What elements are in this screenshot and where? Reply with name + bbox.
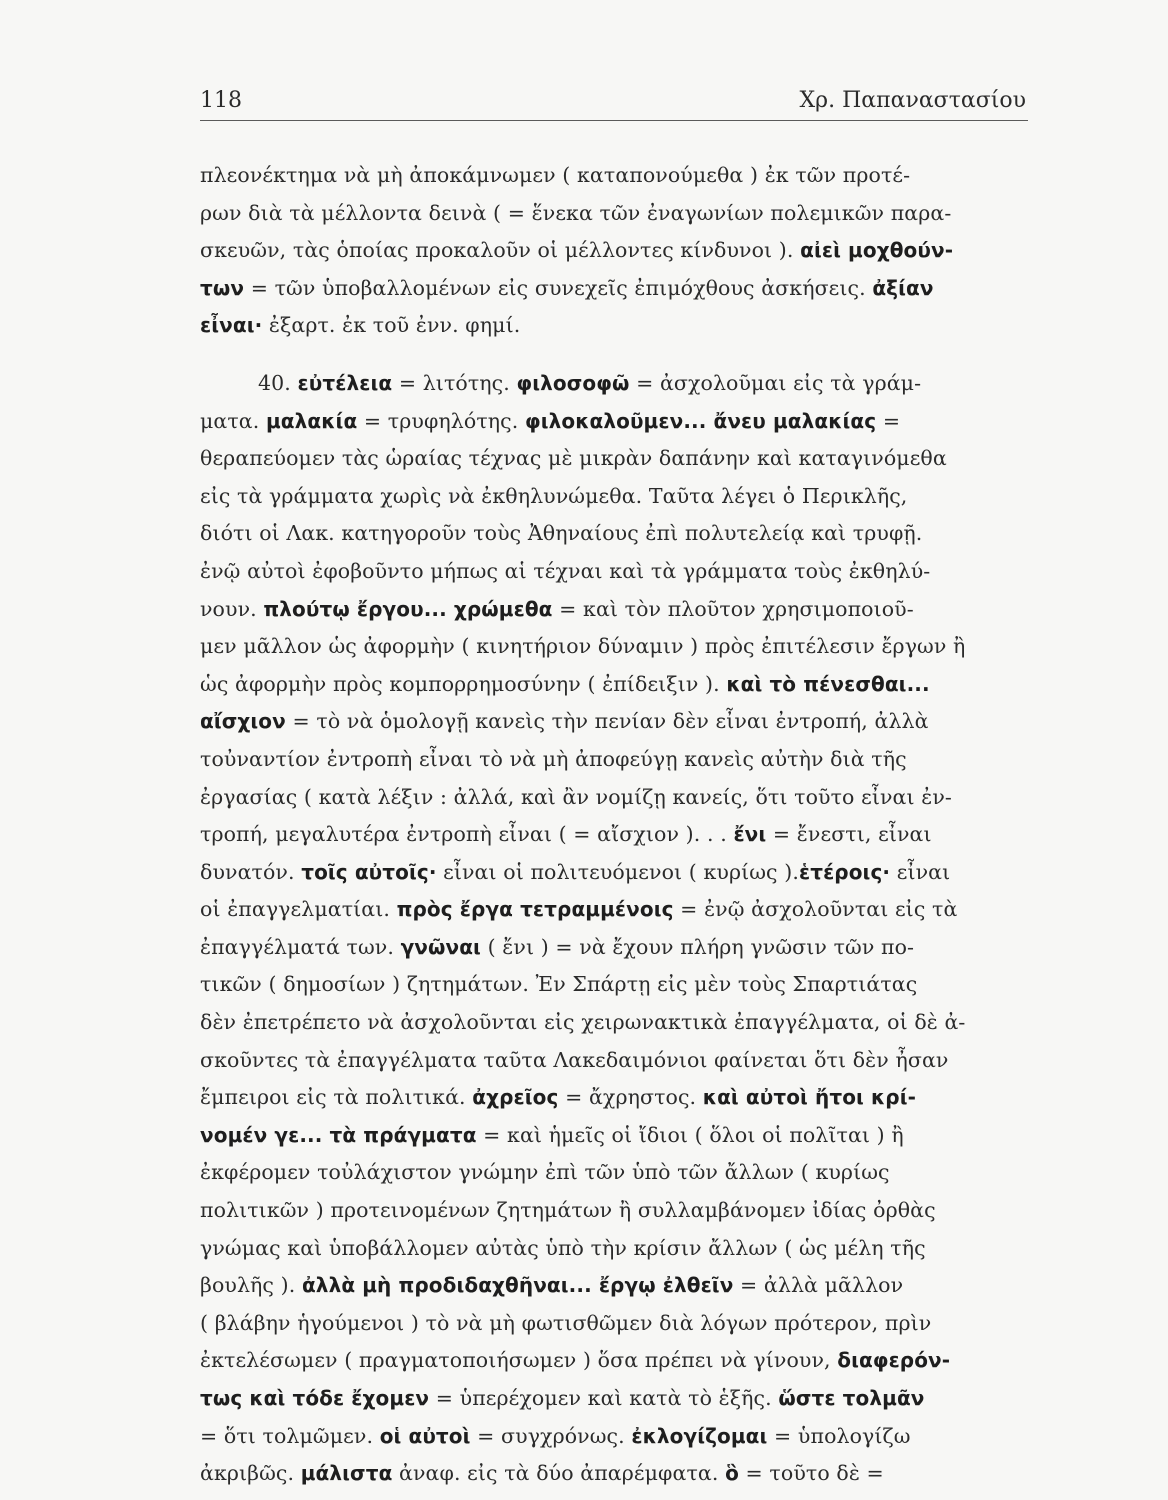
lemma-term: πρὸς ἔργα τετραμμένοις: [396, 897, 674, 922]
gloss-text: τοὐναντίον ἐντροπὴ εἶναι τὸ νὰ μὴ ἀποφεύγῃ κανεὶς αὐτὴν διὰ τῆς: [200, 746, 907, 771]
gloss-text: διότι οἱ Λακ. κατηγοροῦν τοὺς Ἀθηναίους ἐπὶ πολυτελείᾳ καὶ τρυφῇ.: [200, 521, 923, 546]
lemma-term: ὃ: [725, 1461, 739, 1486]
gloss-text: εἶναι: [890, 859, 951, 884]
gloss-text: = συγχρόνως.: [470, 1423, 632, 1448]
lemma-term: μαλακία: [265, 408, 358, 433]
lemma-term: οἱ αὐτοὶ: [379, 1423, 471, 1448]
gloss-text: = καὶ τὸν πλοῦτον χρησιμοποιοῦ-: [552, 596, 914, 621]
text-line: [200, 929, 1032, 967]
text-line: [200, 1418, 1032, 1456]
text-line: [200, 232, 1032, 270]
text-line: [200, 515, 1032, 553]
lemma-term: τως καὶ τόδε ἔχομεν: [200, 1386, 430, 1410]
lemma-term: καὶ τὸ πένεσθαι...: [726, 671, 930, 696]
gloss-text: γνώμας καὶ ὑποβάλλομεν αὐτὰς ὑπὸ τὴν κρίσιν ἄλλων ( ὡς μέλη τῆς: [200, 1235, 926, 1260]
gloss-text: θεραπεύομεν τὰς ὡραίας τέχνας μὲ μικρὰν δαπάνην καὶ καταγινόμεθα: [200, 446, 947, 471]
gloss-text: = ἄχρηστος.: [558, 1085, 703, 1110]
lemma-term: αἴσχιον: [200, 709, 286, 734]
gloss-text: ὡς ἀφορμὴν πρὸς κομπορρημοσύνην ( ἐπίδειξιν ).: [200, 671, 727, 696]
running-head: Χρ. Παπαναστασίου: [799, 88, 1026, 113]
text-line: [200, 1004, 1032, 1042]
gloss-text: πολιτικῶν ) προτεινομένων ζητημάτων ἢ συλλαμβάνομεν ἰδίας ὀρθὰς: [200, 1198, 936, 1223]
gloss-text: ἐπαγγέλματά των.: [200, 934, 401, 959]
gloss-text: ἐκφέρομεν τοὐλάχιστον γνώμην ἐπὶ τῶν ὑπὸ τῶν ἄλλων ( κυρίως: [200, 1160, 890, 1185]
commentary-text: [200, 157, 1032, 1493]
gloss-text: σκοῦντες τὰ ἐπαγγέλματα ταῦτα Λακεδαιμόνιοι φαίνεται ὅτι δὲν ἦσαν: [200, 1047, 949, 1072]
text-line: [200, 440, 1032, 478]
lemma-term: νομέν γε... τὰ πράγματα: [200, 1122, 477, 1147]
text-line: [200, 553, 1032, 591]
lemma-term: ἐκλογίζομαι: [631, 1423, 768, 1448]
gloss-text: = τὸ νὰ ὁμολογῇ κανεὶς τὴν πενίαν δὲν εἶναι ἐντροπή, ἀλλὰ: [285, 709, 929, 734]
text-line: [200, 816, 1032, 854]
lemma-term: ἔνι: [733, 822, 767, 847]
lemma-term: ὥστε τολμᾶν: [778, 1386, 925, 1410]
lemma-term: καὶ αὐτοὶ ἤτοι κρί-: [702, 1085, 917, 1110]
text-line: [200, 1192, 1032, 1230]
gloss-text: ἐργασίας ( κατὰ λέξιν : ἀλλά, καὶ ἂν νομίζῃ κανείς, ὅτι τοῦτο εἶναι ἐν-: [200, 784, 952, 809]
gloss-text: ἐξαρτ. ἐκ τοῦ ἐνν. φημί.: [262, 313, 521, 338]
lemma-term: διαφερόν-: [837, 1348, 951, 1373]
gloss-text: ( βλάβην ἡγούμενοι ) τὸ νὰ μὴ φωτισθῶμεν διὰ λόγων πρότερον, πρὶν: [200, 1310, 932, 1335]
gloss-text: = καὶ ἡμεῖς οἱ ἴδιοι ( ὅλοι οἱ πολῖται ) ἢ: [476, 1122, 904, 1147]
gloss-text: νουν.: [200, 596, 264, 621]
text-line: [200, 478, 1032, 516]
text-line: [200, 1305, 1032, 1343]
gloss-text: τροπή, μεγαλυτέρα ἐντροπὴ εἶναι ( = αἴσχιον ). . .: [200, 822, 734, 847]
gloss-text: =: [876, 408, 901, 433]
text-line: [200, 365, 1032, 403]
lemma-term: φιλοκαλοῦμεν... ἄνευ μαλακίας: [524, 408, 877, 433]
lemma-term: ἀχρεῖος: [472, 1085, 559, 1110]
text-line: [200, 741, 1032, 779]
page-number: 118: [200, 88, 242, 113]
gloss-text: ἐκτελέσωμεν ( πραγματοποιήσωμεν ) ὅσα πρέπει νὰ γίνουν,: [200, 1348, 838, 1373]
gloss-text: ἀναφ. εἰς τὰ δύο ἀπαρέμφατα.: [392, 1461, 726, 1486]
gloss-text: εἶναι οἱ πολιτευόμενοι ( κυρίως ).: [436, 859, 799, 884]
gloss-text: ἀκριβῶς.: [200, 1461, 301, 1486]
gloss-text: = ἐνῷ ἀσχολοῦνται εἰς τὰ: [673, 897, 958, 922]
text-line: [200, 966, 1032, 1004]
text-line: [200, 1042, 1032, 1080]
lemma-term: μάλιστα: [300, 1461, 393, 1486]
gloss-text: ἔμπειροι εἰς τὰ πολιτικά.: [200, 1085, 473, 1110]
page-header: [200, 88, 1028, 121]
gloss-text: = λιτότης.: [392, 370, 517, 395]
text-line: [200, 1267, 1032, 1305]
gloss-text: οἱ ἐπαγγελματίαι.: [200, 897, 397, 922]
lemma-term: αἰεὶ μοχθούν-: [800, 238, 954, 263]
lemma-term: γνῶναι: [400, 934, 481, 959]
gloss-text: δὲν ἐπετρέπετο νὰ ἀσχολοῦνται εἰς χειρωνακτικὰ ἐπαγγέλματα, οἱ δὲ ἀ-: [200, 1010, 966, 1035]
gloss-text: βουλῆς ).: [200, 1273, 302, 1298]
lemma-term: ἀξίαν: [872, 275, 934, 300]
text-line: [200, 1230, 1032, 1268]
gloss-text: = ἔνεστι, εἶναι: [766, 822, 932, 847]
gloss-text: σκευῶν, τὰς ὁποίας προκαλοῦν οἱ μέλλοντες κίνδυνοι ).: [200, 238, 801, 263]
gloss-text: ( ἔνι ) = νὰ ἔχουν πλήρη γνῶσιν τῶν πο-: [480, 934, 915, 959]
lemma-term: ἑτέροις·: [798, 859, 891, 884]
lemma-term: τοῖς αὐτοῖς·: [301, 859, 437, 884]
gloss-text: = ὑπερέχομεν καὶ κατὰ τὸ ἑξῆς.: [429, 1386, 779, 1410]
text-line: [200, 666, 1032, 704]
text-line: [200, 591, 1032, 629]
text-line: [200, 270, 1032, 308]
gloss-text: δυνατόν.: [200, 859, 302, 884]
gloss-text: εἰς τὰ γράμματα χωρὶς νὰ ἐκθηλυνώμεθα. Ταῦτα λέγει ὁ Περικλῆς,: [200, 483, 908, 508]
gloss-text: ἐνῷ αὐτοὶ ἐφοβοῦντο μήπως αἱ τέχναι καὶ τὰ γράμματα τοὺς ἐκθηλύ-: [200, 558, 931, 583]
gloss-text: = ὅτι τολμῶμεν.: [200, 1423, 380, 1448]
text-line: [200, 703, 1032, 741]
lemma-term: πλούτῳ ἔργου... χρώμεθα: [263, 596, 553, 621]
gloss-text: = ἀσχολοῦμαι εἰς τὰ γράμ-: [629, 370, 922, 395]
text-line: [200, 403, 1032, 441]
text-line: [200, 854, 1032, 892]
text-line: [200, 1154, 1032, 1192]
gloss-text: ρων διὰ τὰ μέλλοντα δεινὰ ( = ἕνεκα τῶν ἐναγωνίων πολεμικῶν παρα-: [200, 200, 952, 225]
text-line: [200, 157, 1032, 195]
gloss-text: = ὑπολογίζω: [767, 1423, 911, 1448]
gloss-text: πλεονέκτημα νὰ μὴ ἀποκάμνωμεν ( καταπονούμεθα ) ἐκ τῶν προτέ-: [200, 163, 911, 187]
text-line: [200, 307, 1032, 345]
lemma-term: εἶναι·: [200, 313, 263, 338]
gloss-text: = ἀλλὰ μᾶλλον: [733, 1273, 904, 1298]
lemma-term: εὐτέλεια: [297, 370, 393, 395]
gloss-text: = τοῦτο δὲ =: [738, 1461, 884, 1486]
text-line: [200, 1380, 1032, 1418]
text-line: [200, 1342, 1032, 1380]
gloss-text: 40.: [258, 370, 298, 395]
text-line: [200, 628, 1032, 666]
text-line: [200, 1079, 1032, 1117]
paragraph-gap: [200, 345, 1032, 365]
text-line: [200, 1455, 1032, 1493]
lemma-term: φιλοσοφῶ: [516, 370, 630, 395]
text-line: [200, 891, 1032, 929]
text-line: [200, 1117, 1032, 1155]
gloss-text: τικῶν ( δημοσίων ) ζητημάτων. Ἐν Σπάρτῃ εἰς μὲν τοὺς Σπαρτιάτας: [200, 972, 918, 997]
text-line: [200, 779, 1032, 817]
lemma-term: των: [200, 275, 245, 300]
gloss-text: = τρυφηλότης.: [357, 408, 525, 433]
gloss-text: ματα.: [200, 408, 266, 433]
lemma-term: ἀλλὰ μὴ προδιδαχθῆναι... ἔργῳ ἐλθεῖν: [301, 1273, 734, 1298]
gloss-text: μεν μᾶλλον ὡς ἀφορμὴν ( κινητήριον δύναμιν ) πρὸς ἐπιτέλεσιν ἔργων ἢ: [200, 634, 966, 659]
gloss-text: = τῶν ὑποβαλλομένων εἰς συνεχεῖς ἐπιμόχθους ἀσκήσεις.: [244, 275, 873, 300]
text-line: [200, 195, 1032, 233]
